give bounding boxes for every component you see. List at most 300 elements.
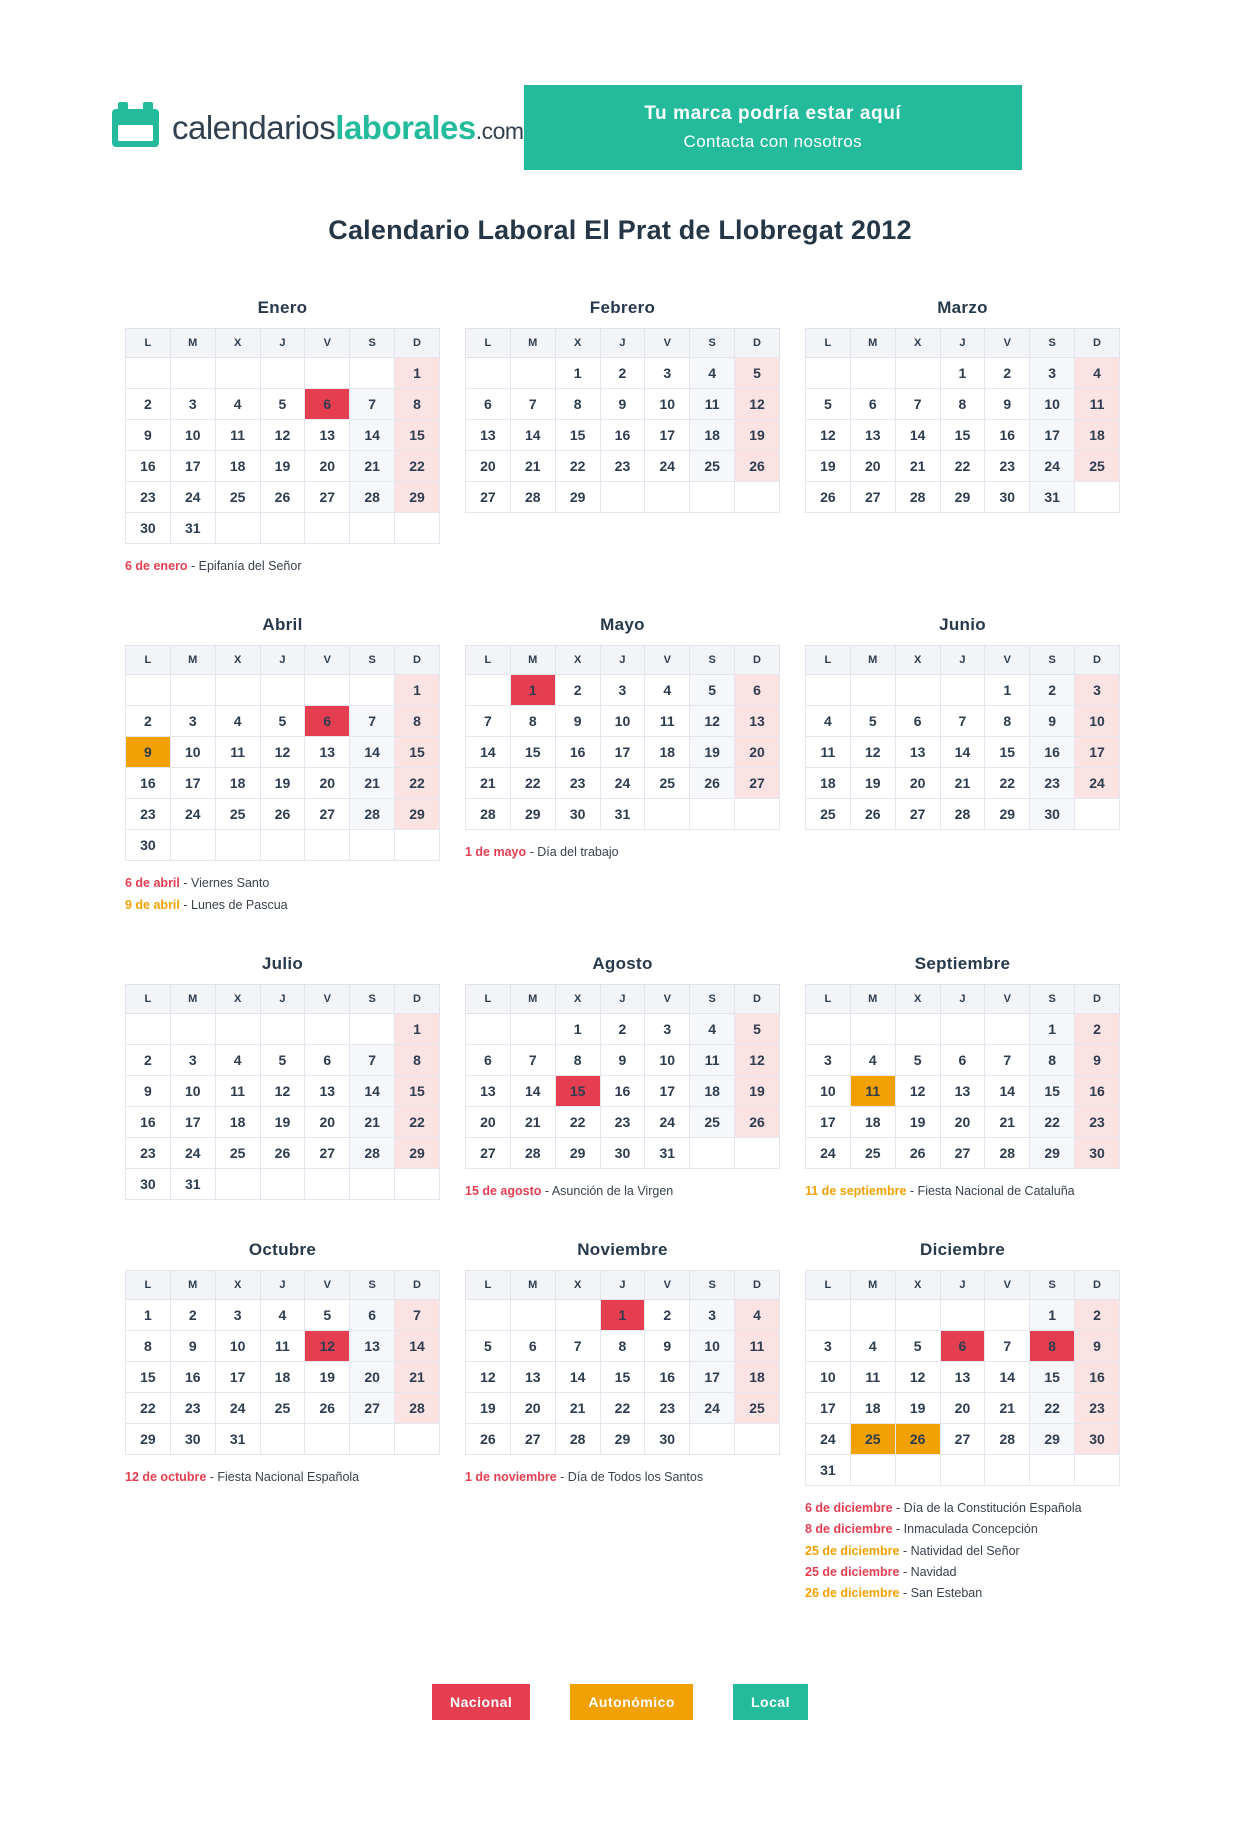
day-cell	[895, 358, 940, 389]
day-cell: 9	[600, 389, 645, 420]
legend-button-autonomic[interactable]: Autonómico	[570, 1684, 693, 1720]
day-cell: 12	[895, 1362, 940, 1393]
day-cell: 2	[126, 1044, 171, 1075]
day-cell: 31	[645, 1137, 690, 1168]
day-cell: 4	[260, 1300, 305, 1331]
day-cell	[1075, 482, 1120, 513]
week-row	[126, 799, 440, 830]
day-cell: 5	[690, 675, 735, 706]
day-cell: 2	[555, 675, 600, 706]
day-cell: 24	[690, 1393, 735, 1424]
day-cell	[940, 1455, 985, 1486]
month-title-octubre: Octubre	[248, 1240, 317, 1259]
day-cell	[260, 513, 305, 544]
holiday-note	[125, 1469, 440, 1485]
day-cell	[305, 1168, 350, 1199]
day-cell: 24	[645, 1106, 690, 1137]
day-cell: 22	[1030, 1393, 1075, 1424]
day-cell: 3	[806, 1331, 851, 1362]
day-cell: 15	[940, 420, 985, 451]
site-logo[interactable]	[110, 101, 524, 154]
week-row	[806, 358, 1120, 389]
holiday-note-date: 12 de octubre	[125, 1470, 207, 1484]
day-cell: 1	[985, 675, 1030, 706]
day-cell: 29	[395, 482, 440, 513]
banner-contact-link[interactable]: Contacta con nosotros	[683, 132, 863, 151]
day-cell: 8	[940, 389, 985, 420]
day-cell: 22	[395, 1106, 440, 1137]
day-cell	[305, 1013, 350, 1044]
day-cell	[895, 1013, 940, 1044]
day-cell: 25	[1075, 451, 1120, 482]
day-cell: 27	[895, 799, 940, 830]
holiday-note-date: 25 de diciembre	[805, 1564, 900, 1579]
day-cell: 24	[215, 1393, 260, 1424]
week-row	[806, 482, 1120, 513]
day-cell: 3	[215, 1300, 260, 1331]
day-cell	[215, 1013, 260, 1044]
day-cell: 8	[126, 1331, 171, 1362]
day-cell	[170, 358, 215, 389]
day-cell: 20	[466, 1106, 511, 1137]
months-grid	[125, 298, 1120, 1606]
holiday-note-date: 8 de diciembre	[805, 1522, 893, 1537]
day-cell: 17	[806, 1106, 851, 1137]
day-cell: 1	[555, 358, 600, 389]
day-cell: 30	[600, 1137, 645, 1168]
day-cell: 28	[350, 799, 395, 830]
day-cell	[215, 358, 260, 389]
day-cell: 11	[260, 1331, 305, 1362]
holiday-note	[125, 897, 440, 913]
month-septiembre	[805, 954, 1120, 1204]
day-cell: 9	[555, 706, 600, 737]
weekday-header: X	[895, 646, 940, 675]
month-mayo	[465, 615, 780, 865]
weekday-header-row	[806, 1271, 1120, 1300]
day-cell: 17	[645, 420, 690, 451]
day-cell: 16	[1075, 1075, 1120, 1106]
calendar-table-noviembre	[465, 1270, 780, 1455]
holiday-notes-mayo	[465, 844, 780, 860]
week-row	[806, 706, 1120, 737]
day-cell: 21	[466, 768, 511, 799]
day-cell: 12	[260, 1075, 305, 1106]
day-cell: 8	[985, 706, 1030, 737]
day-cell: 25	[215, 799, 260, 830]
day-cell: 29	[555, 1137, 600, 1168]
week-row	[806, 768, 1120, 799]
day-cell: 5	[850, 706, 895, 737]
weekday-header: D	[1075, 1271, 1120, 1300]
day-cell: 22	[395, 451, 440, 482]
week-row	[806, 451, 1120, 482]
day-cell: 30	[126, 830, 171, 861]
day-cell: 10	[806, 1075, 851, 1106]
holiday-note-text: - Navidad	[899, 1564, 957, 1579]
day-cell: 23	[985, 451, 1030, 482]
day-cell: 22	[555, 1106, 600, 1137]
day-cell: 10	[645, 389, 690, 420]
weekday-header: L	[126, 646, 171, 675]
day-cell: 11	[850, 1362, 895, 1393]
day-cell	[510, 1300, 555, 1331]
day-cell: 5	[735, 358, 780, 389]
holiday-note-text: - Fiesta Nacional Española	[206, 1470, 360, 1484]
weekday-header: M	[170, 646, 215, 675]
weekday-header: J	[260, 329, 305, 358]
ad-banner[interactable]	[524, 85, 1022, 170]
day-cell: 15	[1030, 1362, 1075, 1393]
day-cell	[350, 1013, 395, 1044]
day-cell: 10	[215, 1331, 260, 1362]
weekday-header: V	[645, 329, 690, 358]
weekday-header: V	[985, 646, 1030, 675]
day-cell: 15	[600, 1362, 645, 1393]
day-cell: 5	[806, 389, 851, 420]
weekday-header: M	[850, 984, 895, 1013]
day-cell	[215, 1168, 260, 1199]
weekday-header: M	[170, 329, 215, 358]
day-cell	[940, 675, 985, 706]
day-cell: 5	[260, 1044, 305, 1075]
day-cell: 18	[260, 1362, 305, 1393]
holiday-notes-agosto	[465, 1183, 780, 1199]
month-title-noviembre: Noviembre	[577, 1240, 668, 1259]
month-title-agosto: Agosto	[592, 953, 653, 973]
day-cell: 22	[600, 1393, 645, 1424]
day-cell: 15	[510, 737, 555, 768]
holiday-notes-noviembre	[465, 1469, 780, 1485]
day-cell: 31	[600, 799, 645, 830]
weekday-header: V	[305, 1271, 350, 1300]
day-cell: 29	[600, 1424, 645, 1455]
day-cell: 2	[1075, 1013, 1120, 1044]
weekday-header: J	[940, 1271, 985, 1300]
day-cell: 2	[985, 358, 1030, 389]
day-cell: 11	[806, 737, 851, 768]
day-cell: 21	[510, 451, 555, 482]
day-cell	[350, 358, 395, 389]
month-junio	[805, 615, 1120, 830]
day-cell: 31	[170, 513, 215, 544]
day-cell: 6	[305, 1044, 350, 1075]
day-cell: 6	[510, 1331, 555, 1362]
week-row	[466, 358, 780, 389]
weekday-header: V	[985, 984, 1030, 1013]
week-row	[466, 1106, 780, 1137]
day-cell: 27	[510, 1424, 555, 1455]
day-cell: 15	[555, 1075, 600, 1106]
day-cell	[260, 358, 305, 389]
weekday-header-row	[466, 646, 780, 675]
day-cell: 18	[735, 1362, 780, 1393]
day-cell: 21	[895, 451, 940, 482]
day-cell: 31	[806, 1455, 851, 1486]
day-cell	[215, 830, 260, 861]
calendar-table-abril	[125, 645, 440, 861]
holiday-notes-octubre	[125, 1469, 440, 1485]
weekday-header: L	[466, 646, 511, 675]
day-cell	[985, 1455, 1030, 1486]
week-row	[806, 1137, 1120, 1168]
day-cell: 18	[806, 768, 851, 799]
weekday-header: L	[126, 329, 171, 358]
weekday-header: L	[806, 329, 851, 358]
weekday-header-row	[806, 329, 1120, 358]
day-cell	[690, 482, 735, 513]
day-cell: 9	[126, 420, 171, 451]
day-cell: 10	[170, 737, 215, 768]
day-cell: 18	[850, 1393, 895, 1424]
day-cell	[1030, 1455, 1075, 1486]
day-cell: 20	[510, 1393, 555, 1424]
weekday-header: V	[305, 646, 350, 675]
day-cell	[395, 1424, 440, 1455]
day-cell: 7	[350, 706, 395, 737]
day-cell: 5	[260, 706, 305, 737]
week-row	[126, 1362, 440, 1393]
day-cell: 20	[895, 768, 940, 799]
day-cell	[395, 1168, 440, 1199]
weekday-header: M	[510, 984, 555, 1013]
day-cell: 2	[126, 706, 171, 737]
day-cell: 21	[985, 1393, 1030, 1424]
holiday-note-date: 1 de noviembre	[465, 1470, 557, 1484]
day-cell: 24	[1075, 768, 1120, 799]
day-cell	[940, 1013, 985, 1044]
day-cell: 28	[940, 799, 985, 830]
week-row	[466, 482, 780, 513]
day-cell: 27	[466, 482, 511, 513]
day-cell	[985, 1013, 1030, 1044]
day-cell: 20	[350, 1362, 395, 1393]
day-cell: 23	[170, 1393, 215, 1424]
day-cell: 10	[1075, 706, 1120, 737]
day-cell: 19	[850, 768, 895, 799]
day-cell: 28	[466, 799, 511, 830]
holiday-note-text: - Día del trabajo	[526, 845, 619, 860]
day-cell: 23	[1075, 1393, 1120, 1424]
day-cell	[350, 513, 395, 544]
week-row	[466, 1424, 780, 1455]
day-cell: 10	[645, 1044, 690, 1075]
week-row	[466, 799, 780, 830]
weekday-header: D	[395, 1271, 440, 1300]
month-julio	[125, 954, 440, 1200]
day-cell: 29	[126, 1424, 171, 1455]
day-cell: 8	[555, 389, 600, 420]
day-cell: 11	[645, 706, 690, 737]
day-cell: 15	[395, 1075, 440, 1106]
day-cell	[305, 513, 350, 544]
day-cell: 27	[305, 1137, 350, 1168]
weekday-header: X	[215, 984, 260, 1013]
day-cell: 14	[466, 737, 511, 768]
day-cell: 31	[170, 1168, 215, 1199]
holiday-note	[125, 558, 440, 574]
day-cell: 29	[1030, 1137, 1075, 1168]
day-cell: 1	[1030, 1300, 1075, 1331]
day-cell: 7	[555, 1331, 600, 1362]
day-cell: 16	[170, 1362, 215, 1393]
day-cell: 20	[305, 451, 350, 482]
day-cell: 19	[895, 1393, 940, 1424]
day-cell: 26	[895, 1424, 940, 1455]
week-row	[126, 358, 440, 389]
week-row	[806, 1362, 1120, 1393]
weekday-header: D	[1075, 329, 1120, 358]
week-row	[806, 420, 1120, 451]
day-cell: 12	[260, 420, 305, 451]
day-cell: 10	[1030, 389, 1075, 420]
day-cell	[305, 358, 350, 389]
day-cell: 23	[126, 799, 171, 830]
day-cell: 2	[170, 1300, 215, 1331]
day-cell: 8	[510, 706, 555, 737]
day-cell: 5	[466, 1331, 511, 1362]
day-cell: 17	[170, 768, 215, 799]
day-cell: 6	[305, 706, 350, 737]
day-cell: 5	[305, 1300, 350, 1331]
day-cell: 25	[735, 1393, 780, 1424]
day-cell: 14	[395, 1331, 440, 1362]
day-cell: 15	[395, 737, 440, 768]
day-cell: 9	[600, 1044, 645, 1075]
holiday-note-text: - Epifanía del Señor	[187, 559, 302, 573]
weekday-header: J	[260, 1271, 305, 1300]
day-cell: 6	[850, 389, 895, 420]
weekday-header-row	[466, 984, 780, 1013]
day-cell: 17	[170, 1106, 215, 1137]
day-cell	[850, 1455, 895, 1486]
day-cell: 31	[215, 1424, 260, 1455]
day-cell: 20	[466, 451, 511, 482]
day-cell: 22	[126, 1393, 171, 1424]
day-cell: 25	[215, 1137, 260, 1168]
weekday-header-row	[466, 1271, 780, 1300]
weekday-header: M	[510, 1271, 555, 1300]
day-cell: 30	[555, 799, 600, 830]
legend-button-national[interactable]: Nacional	[432, 1684, 530, 1720]
day-cell: 4	[735, 1300, 780, 1331]
week-row	[806, 1013, 1120, 1044]
week-row	[466, 675, 780, 706]
calendar-table-septiembre	[805, 984, 1120, 1169]
day-cell: 16	[555, 737, 600, 768]
legend-button-local[interactable]: Local	[733, 1684, 808, 1720]
weekday-header: L	[466, 329, 511, 358]
day-cell: 12	[850, 737, 895, 768]
day-cell: 2	[600, 1013, 645, 1044]
week-row	[466, 1044, 780, 1075]
day-cell: 18	[215, 768, 260, 799]
day-cell: 8	[395, 389, 440, 420]
day-cell: 16	[126, 451, 171, 482]
weekday-header: J	[260, 984, 305, 1013]
day-cell: 24	[170, 1137, 215, 1168]
day-cell: 21	[985, 1106, 1030, 1137]
weekday-header: V	[645, 984, 690, 1013]
weekday-header: S	[690, 329, 735, 358]
day-cell: 1	[395, 675, 440, 706]
day-cell: 15	[126, 1362, 171, 1393]
holiday-note	[805, 1543, 1120, 1559]
weekday-header: M	[170, 1271, 215, 1300]
day-cell: 2	[1030, 675, 1075, 706]
day-cell: 23	[600, 451, 645, 482]
day-cell	[466, 358, 511, 389]
day-cell	[895, 1300, 940, 1331]
holiday-notes-enero	[125, 558, 440, 574]
day-cell: 16	[600, 420, 645, 451]
day-cell: 25	[806, 799, 851, 830]
weekday-header-row	[126, 984, 440, 1013]
day-cell: 3	[1075, 675, 1120, 706]
holiday-note-text: - Asunción de la Virgen	[541, 1183, 674, 1198]
week-row	[126, 768, 440, 799]
day-cell: 10	[806, 1362, 851, 1393]
day-cell: 16	[1075, 1362, 1120, 1393]
day-cell: 28	[510, 1137, 555, 1168]
month-title-marzo: Marzo	[937, 298, 988, 317]
day-cell: 7	[985, 1331, 1030, 1362]
day-cell: 30	[1075, 1137, 1120, 1168]
day-cell: 26	[735, 1106, 780, 1137]
day-cell: 11	[1075, 389, 1120, 420]
day-cell: 6	[350, 1300, 395, 1331]
calendar-logo-icon	[110, 101, 162, 154]
weekday-header: S	[690, 984, 735, 1013]
day-cell: 24	[170, 799, 215, 830]
day-cell: 24	[170, 482, 215, 513]
day-cell	[466, 1013, 511, 1044]
day-cell: 5	[735, 1013, 780, 1044]
day-cell: 17	[1075, 737, 1120, 768]
holiday-note-text: - Día de la Constitución Española	[892, 1501, 1082, 1515]
week-row	[126, 737, 440, 768]
calendar-table-agosto	[465, 984, 780, 1169]
day-cell: 28	[350, 482, 395, 513]
day-cell: 4	[850, 1331, 895, 1362]
day-cell: 1	[600, 1300, 645, 1331]
day-cell	[260, 675, 305, 706]
day-cell	[126, 1013, 171, 1044]
weekday-header: V	[645, 646, 690, 675]
weekday-header: L	[806, 646, 851, 675]
month-enero	[125, 298, 440, 579]
day-cell: 4	[645, 675, 690, 706]
day-cell: 8	[1030, 1044, 1075, 1075]
week-row	[806, 1106, 1120, 1137]
day-cell: 5	[895, 1331, 940, 1362]
day-cell: 8	[395, 1044, 440, 1075]
day-cell: 4	[215, 1044, 260, 1075]
weekday-header: D	[735, 984, 780, 1013]
week-row	[806, 675, 1120, 706]
weekday-header: V	[985, 1271, 1030, 1300]
day-cell: 23	[126, 1137, 171, 1168]
day-cell: 12	[735, 389, 780, 420]
day-cell	[895, 1455, 940, 1486]
day-cell: 16	[1030, 737, 1075, 768]
week-row	[126, 830, 440, 861]
day-cell: 1	[940, 358, 985, 389]
week-row	[126, 1044, 440, 1075]
day-cell: 22	[985, 768, 1030, 799]
day-cell: 25	[690, 451, 735, 482]
day-cell: 4	[850, 1044, 895, 1075]
